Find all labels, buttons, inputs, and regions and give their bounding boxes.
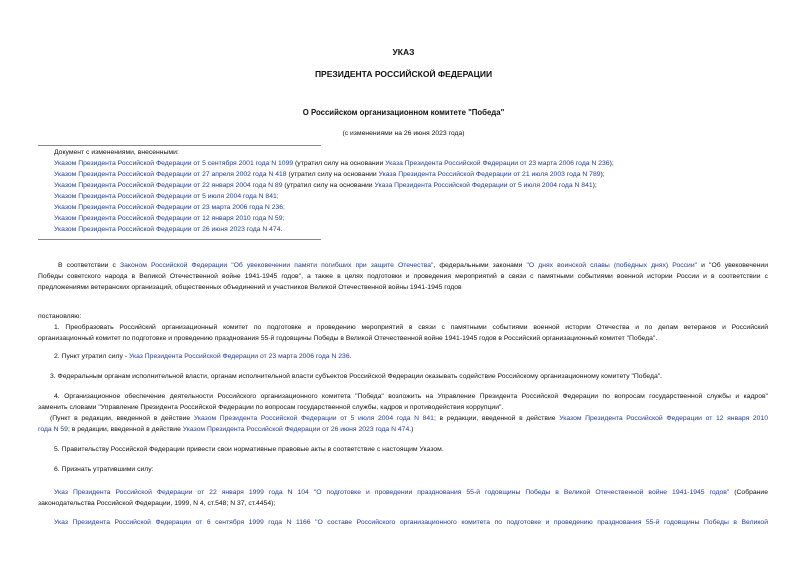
repeal-link[interactable]: Указа Президента Российской Федерации от 5 июля 2004 года N 841 [374, 182, 593, 189]
point-4-line: 4. Организационное обеспечение деятельности Российского организационного комитета "Победа" возложить на Управление Президента Российской Федерации по вопросам государственной службы и кадров" [54, 393, 768, 400]
point-4-note: года N 59; в редакции, введенной в действие Указом Президента Российской Федерации от 26 июня 2023 года N 474.) [38, 426, 414, 433]
point-3: 3. Федеральным органам исполнительной власти, органам исполнительной власти субъектов Российской Федерации оказывать содействие Российскому организационному комитету "Победа". [50, 373, 663, 380]
amendment-link[interactable]: Указом Президента Российской Федерации от 5 июля 2004 года N 841 [193, 415, 434, 422]
amendment-link[interactable]: Указом Президента Российской Федерации от 26 июня 2023 года N 474. [54, 226, 283, 233]
revision-note: (с изменениями на 26 июня 2023 года) [342, 130, 465, 137]
amendment-item: Указом Президента Российской Федерации от 5 сентября 2001 года N 1099 (утратил силу на основании Указа Президента Российской Федерации от 23 марта 2006 года N 236); [54, 160, 614, 167]
amendment-link[interactable]: Указом Президента Российской Федерации от 5 июля 2004 года N 841; [54, 193, 279, 200]
law-link[interactable]: "О днях воинской славы (победных днях) России" [526, 262, 698, 269]
point-1-line: 1. Преобразовать Российский организационный комитет по подготовке и проведению мероприятий в связи с памятными событиями военной истории Отечества и по делам ветеранов и Российский [54, 324, 768, 331]
amendment-link[interactable]: Указом Президента Российской Федерации от 26 июня 2023 года N 474 [182, 426, 410, 433]
point-4-note: (Пункт в редакции, введенной в действие Указом Президента Российской Федерации от 5 июля 2004 года N 841; в редакции, введенной в действие Указом Президента Российской Федерации от 12 января 2010 [50, 415, 769, 422]
amendment-link[interactable]: Указом Президента Российской Федерации от 12 января 2010 года N 59; [54, 215, 285, 222]
decree-title: УКАЗ [392, 47, 415, 57]
point-4-line: заменить словами "Управление Президента Российской Федерации по вопросам государственной службы, кадров и противодействия коррупции". [38, 404, 504, 411]
divider-top [38, 145, 321, 146]
amendment-link[interactable]: Указом Президента Российской Федерации от 27 апреля 2002 года N 418 [54, 171, 287, 178]
amendment-link[interactable]: Указом Президента Российской Федерации от 23 марта 2006 года N 236; [54, 204, 285, 211]
decree-subject: О Российском организационном комитете "Победа" [302, 108, 505, 117]
repealed-act-line: Указ Президента Российской Федерации от 22 января 1999 года N 104 "О подготовке и проведении празднования 55-й годовщины Победы в Великой Отечественной войне 1941-1945 годов" (Собрание [54, 489, 768, 496]
point-6: 6. Признать утратившими силу: [54, 466, 154, 473]
point-5: 5. Правительству Российской Федерации привести свои нормативные правовые акты в соответствие с настоящим Указом. [54, 446, 444, 453]
repeal-link[interactable]: Указа Президента Российской Федерации от 23 марта 2006 года N 236 [385, 160, 610, 167]
preamble-line: В соответствии с Законом Российской Федерации "Об увековечении памяти погибших при защите Отечества", федеральными законами "О днях воинской славы (победных днях) России" и "Об увековечении [58, 262, 769, 269]
amendment-item: Указом Президента Российской Федерации от 27 апреля 2002 года N 418 (утратил силу на основании Указа Президента Российской Федерации от 21 июля 2003 года N 789); [54, 171, 605, 178]
postanovlyayu: постановляю: [38, 313, 82, 320]
point-1-line: организационный комитет по подготовке и проведению празднования 55-й годовщины Победы в Великой Отечественной войне 1941-1945 годов в Российский организационный комитет "Победа". [38, 335, 658, 342]
repeal-link[interactable]: Указ Президента Российской Федерации от 23 марта 2006 года N 236 [128, 353, 350, 360]
law-link[interactable]: Законом Российской Федерации "Об увековечении памяти погибших при защите Отечества" [120, 262, 434, 269]
issuer-title: ПРЕЗИДЕНТА РОССИЙСКОЙ ФЕДЕРАЦИИ [314, 69, 493, 79]
repeal-link[interactable]: Указа Президента Российской Федерации от 21 июля 2003 года N 789 [378, 171, 601, 178]
amendments-intro: Документ с изменениями, внесенными: [54, 149, 179, 156]
amendment-link[interactable]: года N 59 [38, 426, 68, 433]
amendment-item: Указом Президента Российской Федерации от 22 января 2004 года N 89 (утратил силу на основании Указа Президента Российской Федерации от 5 июля 2004 года N 841); [54, 182, 597, 189]
preamble-line: предложениями ветеранских организаций, общественных объединений и участников Великой Отечественной войны 1941-1945 годов [38, 284, 462, 291]
point-2: 2. Пункт утратил силу - Указ Президента Российской Федерации от 23 марта 2006 года N 236. [54, 353, 352, 360]
amendment-link[interactable]: Указом Президента Российской Федерации от 12 января 2010 [559, 415, 769, 422]
amendment-link[interactable]: Указом Президента Российской Федерации от 5 сентября 2001 года N 1099 [54, 160, 294, 167]
preamble-line: Победы советского народа в Великой Отечественной войне 1941-1945 годов", а также в целях подготовки и проведения мероприятий в связи с памятными событиями военной истории России и в соответствии с [38, 273, 768, 280]
repealed-act-link[interactable]: Указ Президента Российской Федерации от 22 января 1999 года N 104 "О подготовке и проведении празднования 55-й годовщины Победы в Великой Отечественной войне 1941-1945 годов" [54, 489, 730, 496]
repealed-act-line: законодательства Российской Федерации, 1999, N 4, ст.548; N 37, ст.4454); [38, 500, 276, 507]
amendment-link[interactable]: Указом Президента Российской Федерации от 22 января 2004 года N 89 [54, 182, 283, 189]
repealed-act-link[interactable]: Указ Президента Российской Федерации от 6 сентября 1999 года N 1166 "О составе Российского организационного комитета по подготовке и проведению празднования 55-й годовщины Победы в Великой [54, 519, 768, 526]
divider-bottom [38, 239, 321, 240]
